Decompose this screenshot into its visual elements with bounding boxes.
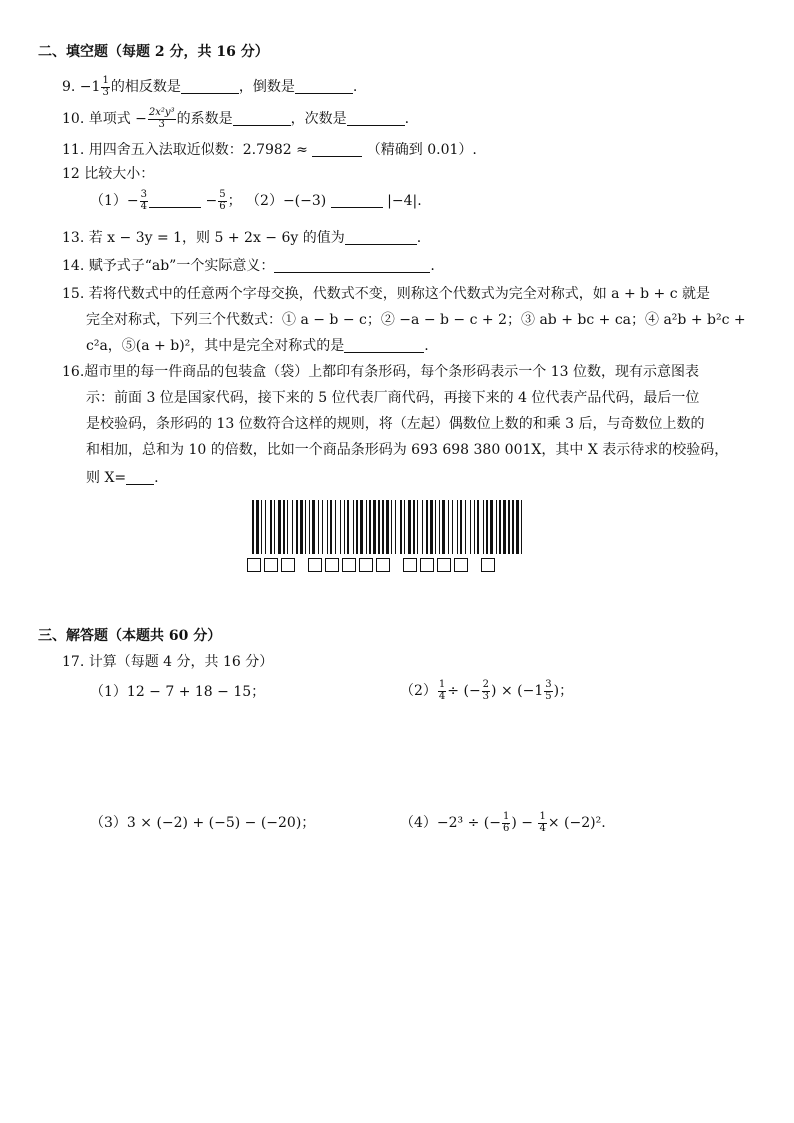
barcode-bar [318, 500, 319, 554]
barcode-bar [322, 500, 323, 554]
fraction: $\frac{3}{5}$ [545, 679, 552, 702]
question-11: 11. 用四舍五入法取近似数：2.7982 ≈ （精确到 0.01）. [62, 142, 477, 158]
answer-blank[interactable] [126, 470, 154, 485]
question-10: 10. 单项式 − $\frac{\text{2x²y³}}{3}$ 的系数是 ，次数是 . [62, 107, 410, 130]
barcode-bar [256, 500, 259, 554]
question-16-line2: 示：前面 3 位是国家代码，接下来的 5 位代表厂商代码，再接下来的 4 位代表产品代码，最后一位 [86, 390, 700, 406]
barcode-bar [274, 500, 275, 554]
question-17-part4: （4）−2³ ÷ (− $\frac{1}{6}$ ) − $\frac{1}{4}$ × (−2)². [400, 811, 606, 834]
barcode-bar [312, 500, 315, 554]
barcode-bar [356, 500, 358, 554]
barcode-bar [460, 500, 462, 554]
barcode-bar [465, 500, 466, 554]
barcode-bar [430, 500, 433, 554]
answer-blank[interactable] [347, 111, 405, 126]
digit-box [325, 558, 339, 572]
digit-box [376, 558, 390, 572]
barcode-bar [422, 500, 423, 554]
barcode-bar [486, 500, 488, 554]
digit-box [281, 558, 295, 572]
barcode-bar [512, 500, 514, 554]
question-16-line1: 16.超市里的每一件商品的包装盒（袋）上都印有条形码，每个条形码表示一个 13 位数，现有示意图表 [62, 364, 699, 380]
barcode-bar [386, 500, 389, 554]
question-9: 9. −1 $\frac{1}{3}$ 的相反数是 ，倒数是 . [62, 75, 358, 98]
fraction: $\frac{1}{3}$ [102, 75, 109, 98]
barcode-bar [382, 500, 384, 554]
barcode-bar [344, 500, 345, 554]
answer-blank[interactable] [274, 258, 430, 273]
barcode-bar [261, 500, 262, 554]
barcode-bar [391, 500, 392, 554]
barcode-bar [496, 500, 497, 554]
barcode-bar [378, 500, 380, 554]
digit-box [481, 558, 495, 572]
barcode-bar [287, 500, 288, 554]
question-17-part2: （2） $\frac{1}{4}$ ÷ (− $\frac{2}{3}$ ) × (−1 $\frac{3}{5}$ )； [400, 679, 574, 702]
digit-box [420, 558, 434, 572]
fraction: $\frac{1}{6}$ [502, 811, 510, 834]
answer-blank[interactable] [345, 230, 417, 245]
fraction: $\frac{\text{2x²y³}}{3}$ [148, 107, 175, 130]
question-15-line1: 15. 若将代数式中的任意两个字母交换，代数式不变，则称这个代数式为完全对称式，如 a + b + c 就是 [62, 286, 711, 302]
barcode-bar [400, 500, 402, 554]
barcode-bar [252, 500, 254, 554]
question-17-title: 17. 计算（每题 4 分，共 16 分） [62, 654, 274, 670]
fraction: $\frac{1}{4}$ [438, 679, 446, 702]
barcode-bar [373, 500, 376, 554]
barcode-bar [270, 500, 272, 554]
barcode-bar [435, 500, 436, 554]
barcode-bar [474, 500, 475, 554]
barcode-bar [490, 500, 493, 554]
barcode-bar [477, 500, 479, 554]
fraction: $\frac{2}{3}$ [482, 679, 490, 702]
barcode-bar [448, 500, 449, 554]
barcode-bar [499, 500, 501, 554]
barcode-bar [439, 500, 440, 554]
barcode-bar [330, 500, 332, 554]
barcode-bar [483, 500, 484, 554]
section2-title: 二、填空题（每题 2 分，共 16 分） [38, 44, 269, 60]
barcode-bar [347, 500, 349, 554]
barcode-bar [296, 500, 298, 554]
barcode-bar [369, 500, 371, 554]
fraction: $\frac{3}{4}$ [140, 189, 148, 212]
barcode-bar [516, 500, 519, 554]
barcode-bar [340, 500, 341, 554]
digit-box [308, 558, 322, 572]
barcode-bar [404, 500, 405, 554]
question-16-line4: 和相加，总和为 10 的倍数，比如一个商品条形码为 693 698 380 001X，其中 X 表示待求的校验码， [86, 442, 729, 458]
barcode-bar [353, 500, 354, 554]
digit-box [342, 558, 356, 572]
question-13: 13. 若 x − 3y = 1，则 5 + 2x − 6y 的值为 . [62, 230, 422, 246]
barcode-bar [283, 500, 285, 554]
barcode-bar [452, 500, 453, 554]
answer-blank[interactable] [149, 193, 201, 208]
question-17-part1: （1）12 − 7 + 18 − 15； [90, 684, 266, 700]
answer-blank[interactable] [295, 79, 353, 94]
barcode-bar [366, 500, 367, 554]
answer-blank[interactable] [181, 79, 239, 94]
question-16-line5: 则 X= . [86, 470, 159, 486]
answer-blank[interactable] [331, 193, 383, 208]
barcode-bar [408, 500, 411, 554]
digit-box [247, 558, 261, 572]
barcode-digit-boxes [247, 558, 498, 572]
barcode-bar [292, 500, 293, 554]
question-12-title: 12 比较大小： [62, 166, 155, 182]
barcode-bar [335, 500, 336, 554]
barcode-bar [309, 500, 310, 554]
digit-box [359, 558, 373, 572]
barcode-bar [457, 500, 458, 554]
question-12-parts: （1）− $\frac{3}{4}$ − $\frac{5}{6}$ ； （2）−(−3) |−4|. [90, 189, 422, 212]
barcode-bar [426, 500, 428, 554]
barcode-bar [278, 500, 281, 554]
barcode-bar [305, 500, 306, 554]
answer-blank[interactable] [344, 338, 424, 353]
question-15-line2: 完全对称式，下列三个代数式：① a − b − c；② −a − b − c + 2；③ ab + bc + ca；④ a²b + b²c + [86, 312, 746, 328]
digit-box [403, 558, 417, 572]
fraction: $\frac{1}{4}$ [539, 811, 546, 834]
barcode-bar [395, 500, 396, 554]
barcode-image [252, 500, 524, 554]
barcode-bar [265, 500, 266, 554]
fraction: $\frac{5}{6}$ [219, 189, 226, 212]
digit-box [454, 558, 468, 572]
digit-box [437, 558, 451, 572]
digit-box [264, 558, 278, 572]
question-16-line3: 是校验码，条形码的 13 位数符合这样的规则，将（左起）偶数位上数的和乘 3 后，与奇数位上数的 [86, 416, 705, 432]
question-14: 14. 赋予式子“ab”一个实际意义： . [62, 258, 435, 274]
barcode-bar [327, 500, 328, 554]
barcode-bar [360, 500, 363, 554]
question-17-part3: （3）3 × (−2) + (−5) − (−20)； [90, 815, 316, 831]
answer-blank[interactable] [312, 142, 362, 157]
question-15-line3: c²a，⑤(a + b)²，其中是完全对称式的是 . [86, 338, 429, 354]
barcode-bar [508, 500, 510, 554]
barcode-bar [300, 500, 303, 554]
section3-title: 三、解答题（本题共 60 分） [38, 628, 222, 644]
barcode-bar [503, 500, 506, 554]
barcode-bar [442, 500, 445, 554]
barcode-bar [417, 500, 418, 554]
barcode-bar [521, 500, 522, 554]
answer-blank[interactable] [233, 111, 291, 126]
barcode-bar [413, 500, 415, 554]
barcode-bar [470, 500, 471, 554]
